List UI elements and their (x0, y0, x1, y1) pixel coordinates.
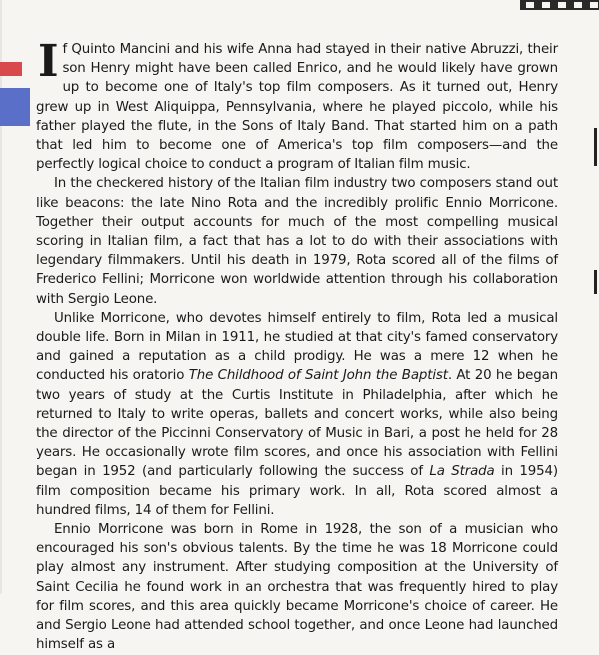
paragraph (36, 309, 558, 520)
article-text (36, 36, 558, 655)
right-edge-mark (594, 128, 597, 166)
paragraph-text: f Quinto Mancini and his wife Anna had stayed in their native Abruzzi, their son Henry might have been called Enrico, and he would likely have grown up to become one of Italy's top film composers. As it turned out, Henry grew up in West Aliquippa, Pennsylvania, where he played piccolo, while his father played the flute, in the Sons of Italy Band. That started him on a path that led him to become one of America's top film composers—and the perfectly logical choice to conduct a program of Italian film music. (36, 42, 558, 173)
blue-stripe (0, 88, 30, 126)
paragraph (36, 174, 558, 308)
paragraph-text: Unlike Morricone, who devotes himself entirely to film, Rota led a musical double life. Born in Milan in 1911, he studied at that city's famed conservatory and gained a reputation as a child prodigy. He was a mere 12 when he conducted his oratorio (36, 310, 558, 384)
paragraph (36, 520, 558, 654)
work-title: La Strada (429, 464, 495, 480)
red-stripe (0, 62, 22, 76)
drop-cap: I (38, 36, 59, 87)
paragraph (36, 36, 558, 174)
right-edge-mark (594, 270, 597, 294)
paragraph-text: Ennio Morricone was born in Rome in 1928, the son of a musician who encouraged his son's obvious talents. By the time he was 18 Morricone could play almost any instrument. After studying composition at the University of Saint Cecilia he found work in an orchestra that was frequently hired to play for film scores, and this area quickly became Morricone's choice of career. He and Sergio Leone had attended school together, and once Leone had launched himself as a (36, 522, 558, 653)
paragraph-text: in 1954) film composition became his primary work. In all, Rota scored almost a hundred films, 14 of them for Fellini. (36, 464, 558, 518)
paragraph-text: . At 20 he began two years of study at the Curtis Institute in Philadelphia, after which he returned to Italy to write operas, ballets and concert works, while also being the director of the Piccinni Conservatory of Music in Bari, a post he held for 28 years. He occasionally wrote film scores, and once his association with Fellini began in 1952 (and particularly following the success of (36, 368, 558, 480)
paragraph-text: In the checkered history of the Italian film industry two composers stand out like beacons: the late Nino Rota and the incredibly prolific Ennio Morricone. Together their output accounts for much of the most compelling musical scoring in Italian film, a fact that has a lot to do with their associations with legendary filmmakers. Until his death in 1979, Rota scored all of the films of Frederico Fellini; Morricone won worldwide attention through his collaboration with Sergio Leone. (36, 176, 558, 307)
film-strip-graphic (520, 0, 599, 14)
work-title: The Childhood of Saint John the Baptist (188, 368, 448, 384)
